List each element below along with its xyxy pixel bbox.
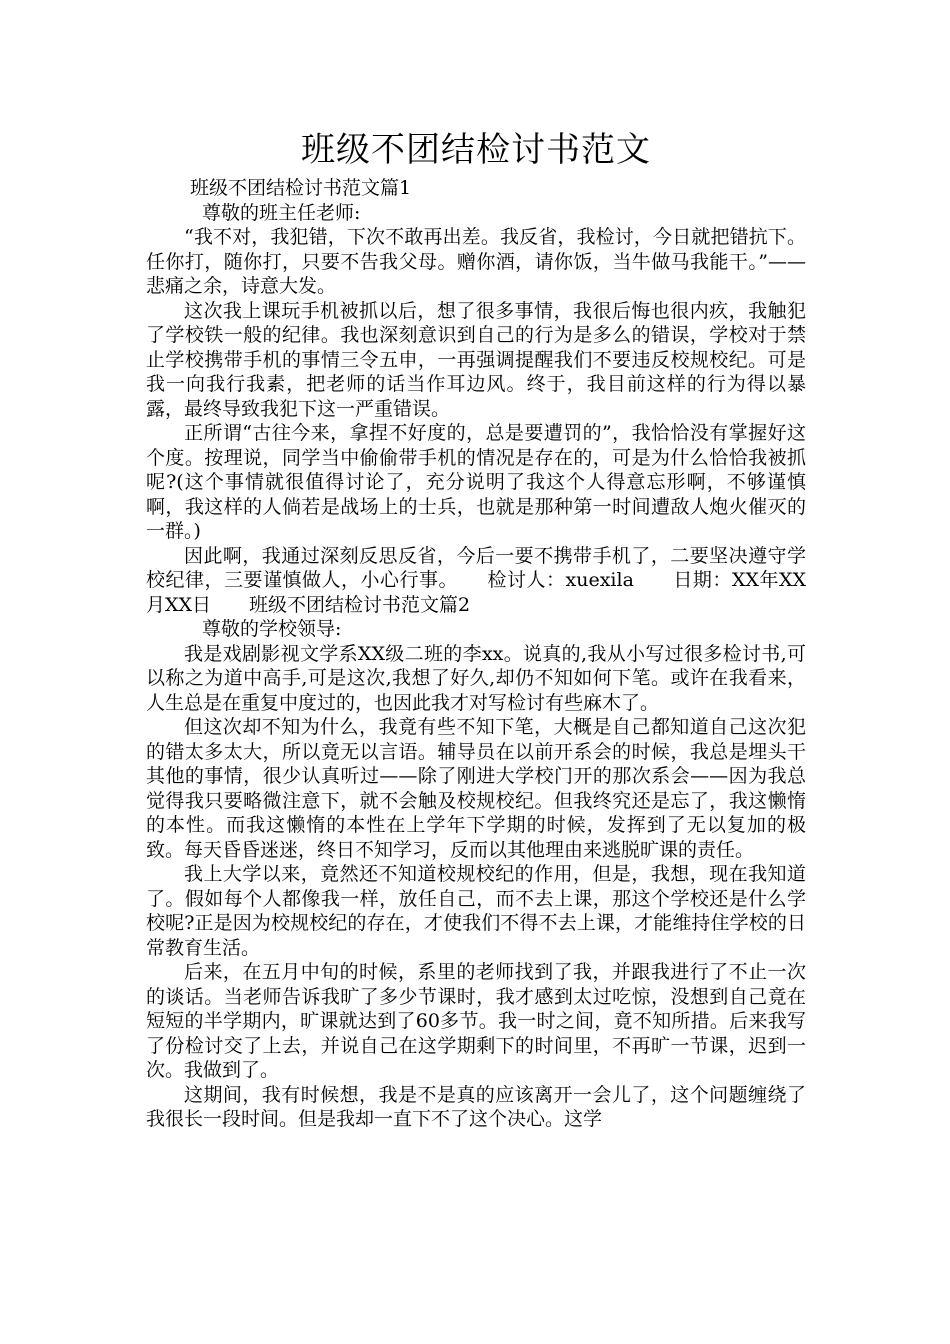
section-1-heading: 班级不团结检讨书范文篇1 bbox=[190, 177, 412, 199]
paragraph: 我上大学以来，竟然还不知道校规校纪的作用，但是，我想，现在我知道了。假如每个人都像我一样，放任自己，而不去上课，那这个学校还是什么学校呢?正是因为校规校纪的存在，才使我们不得不去上课，才能维持住学校的日常教育生活。 bbox=[146, 863, 806, 959]
document-title: 班级不团结检讨书范文 bbox=[301, 130, 651, 170]
paragraph-signoff: 因此啊，我通过深刻反思反省，今后一要不携带手机了，二要坚决遵守学校纪律，三要谨慎做人，小心行事。 检讨人：xuexila 日期：XX年XX月XX日 班级不团结检讨书范文篇2 bbox=[146, 544, 806, 616]
salutation-2: 尊敬的学校领导: bbox=[202, 618, 342, 640]
paragraph: 我是戏剧影视文学系XX级二班的李xx。说真的,我从小写过很多检讨书,可以称之为道中高手,可是这次,我想了好久,却仍不知如何下笔。或许在我看来，人生总是在重复中度过的，也因此我才对写检讨有些麻木了。 bbox=[146, 642, 806, 714]
paragraph: 后来，在五月中旬的时候，系里的老师找到了我，并跟我进行了不止一次的谈话。当老师告诉我旷了多少节课时，我才感到太过吃惊，没想到自己竟在短短的半学期内，旷课就达到了60多节。我一时之间，竟不知所措。后来我写了份检讨交了上去，并说自己在这学期剩下的时间里，不再旷一节课，迟到一次。我做到了。 bbox=[146, 961, 806, 1081]
paragraph: 这次我上课玩手机被抓以后，想了很多事情，我很后悔也很内疚，我触犯了学校铁一般的纪律。我也深刻意识到自己的行为是多么的错误，学校对于禁止学校携带手机的事情三令五申，一再强调提醒我们不要违反校规校纪。可是我一向我行我素，把老师的话当作耳边风。终于，我目前这样的行为得以暴露，最终导致我犯下这一严重错误。 bbox=[146, 299, 806, 420]
paragraph: 正所谓“古往今来，拿捏不好度的，总是要遭罚的”，我恰恰没有掌握好这个度。按理说，同学当中偷偷带手机的情况是存在的，可是为什么恰恰我被抓呢?(这个事情就很值得讨论了，充分说明了我这个人得意忘形啊，不够谨慎啊，我这样的人倘若是战场上的士兵，也就是那种第一时间遭敌人炮火催灭的一群。) bbox=[146, 422, 806, 542]
paragraph: “我不对，我犯错，下次不敢再出差。我反省，我检讨，今日就把错抗下。任你打，随你打，只要不告我父母。赠你酒，请你饭，当牛做马我能干。”——悲痛之余，诗意大发。 bbox=[146, 226, 806, 297]
document-page bbox=[146, 128, 806, 1132]
salutation-1: 尊敬的班主任老师: bbox=[202, 201, 361, 224]
paragraph: 这期间，我有时候想，我是不是真的应该离开一会儿了，这个问题缠绕了我很长一段时间。但是我却一直下不了这个决心。这学 bbox=[146, 1083, 806, 1130]
paragraph: 但这次却不知为什么，我竟有些不知下笔，大概是自己都知道自己这次犯的错太多太大，所以竟无以言语。辅导员在以前开系会的时候，我总是埋头干其他的事情，很少认真听过——除了刚进大学校门开的那次系会——因为我总觉得我只要略微注意下，就不会触及校规校纪。但我终究还是忘了，我这懒惰的本性。而我这懒惰的本性在上学年下学期的时候，发挥到了无以复加的极致。每天昏昏迷迷，终日不知学习，反而以其他理由来逃脱旷课的责任。 bbox=[146, 716, 806, 861]
